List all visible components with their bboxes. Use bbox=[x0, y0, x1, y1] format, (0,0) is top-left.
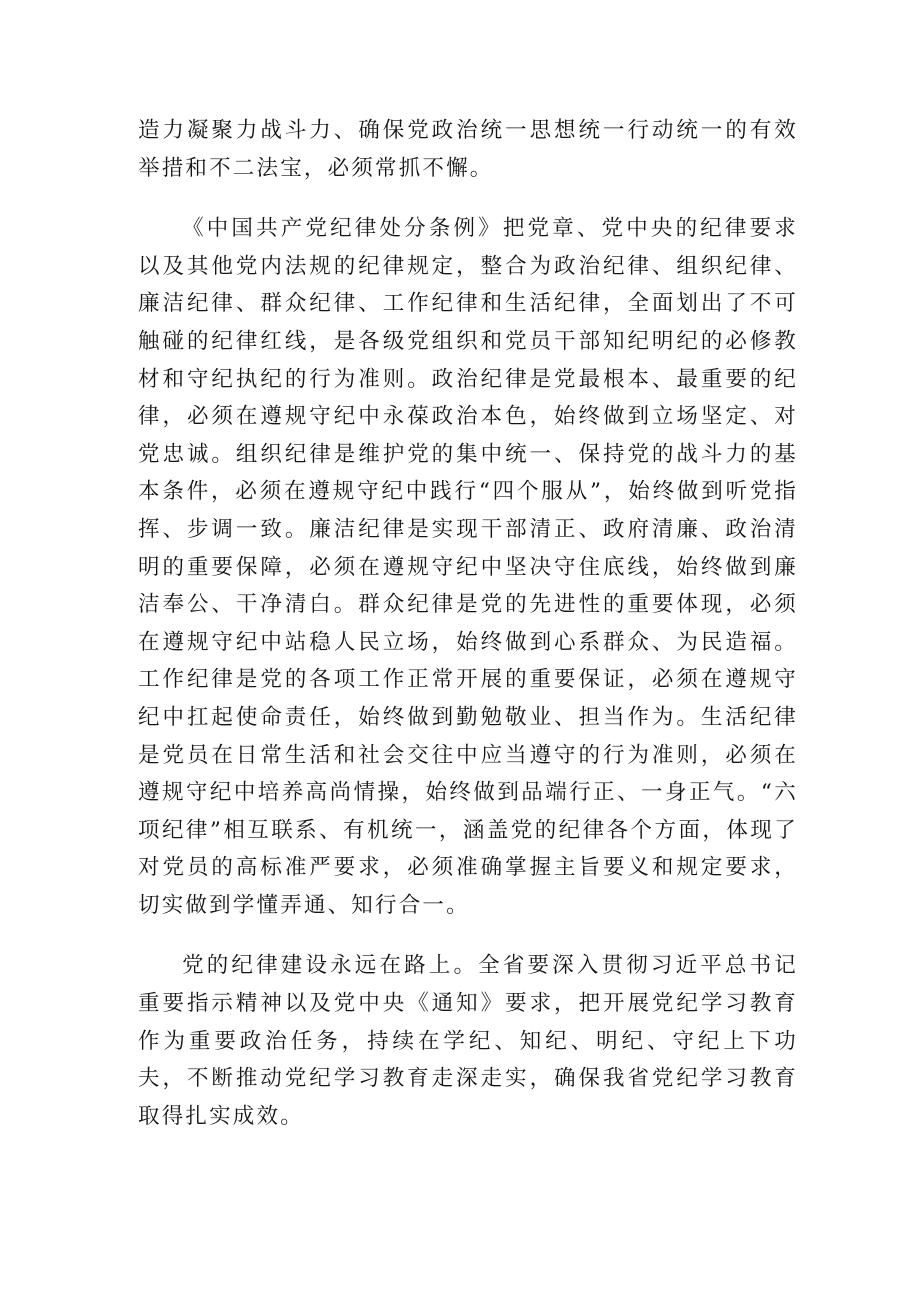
paragraph-continuation: 造力凝聚力战斗力、确保党政治统一思想统一行动统一的有效举措和不二法宝，必须常抓不懈。 bbox=[138, 118, 798, 181]
paragraph-conclusion: 党的纪律建设永远在路上。全省要深入贯彻习近平总书记重要指示精神以及党中央《通知》要求，把开展党纪学习教育作为重要政治任务，持续在学纪、知纪、明纪、守纪上下功夫，不断推动党纪学习教育走深走实，确保我省党纪学习教育取得扎实成效。 bbox=[138, 953, 798, 1129]
paragraph-discipline-regulations: 《中国共产党纪律处分条例》把党章、党中央的纪律要求以及其他党内法规的纪律规定，整合为政治纪律、组织纪律、廉洁纪律、群众纪律、工作纪律和生活纪律，全面划出了不可触碰的纪律红线，是各级党组织和党员干部知纪明纪的必修教材和守纪执纪的行为准则。政治纪律是党最根本、最重要的纪律，必须在遵规守纪中永葆政治本色，始终做到立场坚定、对党忠诚。组织纪律是维护党的集中统一、保持党的战斗力的基本条件，必须在遵规守纪中践行“四个服从”，始终做到听党指挥、步调一致。廉洁纪律是实现干部清正、政府清廉、政治清明的重要保障，必须在遵规守纪中坚决守住底线，始终做到廉洁奉公、干净清白。群众纪律是党的先进性的重要体现，必须在遵规守纪中站稳人民立场，始终做到心系群众、为民造福。工作纪律是党的各项工作正常开展的重要保证，必须在遵规守纪中扛起使命责任，始终做到勤勉敬业、担当作为。生活纪律是党员在日常生活和社会交往中应当遵守的行为准则，必须在遵规守纪中培养高尚情操，始终做到品端行正、一身正气。“六项纪律”相互联系、有机统一，涵盖党的纪律各个方面，体现了对党员的高标准严要求，必须准确掌握主旨要义和规定要求，切实做到学懂弄通、知行合一。 bbox=[138, 216, 798, 918]
document-body bbox=[138, 112, 798, 1135]
